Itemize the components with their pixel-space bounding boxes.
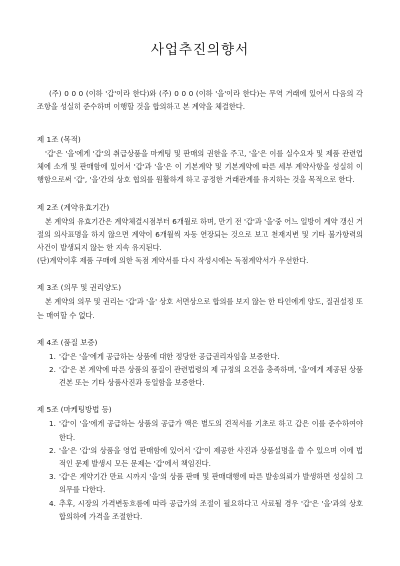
article-3-paragraph: 본 계약의 의무 및 권리는 '갑'과 '을' 상호 서면상으로 합의를 보지 않는 한 타인에게 양도, 질권설정 또는 매여할 수 없다. <box>37 297 363 320</box>
list-item: 4. 추후, 시장의 가격변동흐름에 따라 공급가의 조절이 필요하다고 사료될 경우 '갑'은 '을'과의 상호합의하에 가격을 조절한다. <box>49 498 363 521</box>
article-1-paragraph: '갑'은 '을'에게 '갑'의 취급상품을 마케팅 및 판매의 권한을 주고, '을'은 이를 실수요자 및 제품 관련업체에 소개 및 판매함에 있어서 '갑'과 '을'은 이 기본계약 및 기본계약에 따른 세부 계약사항을 성실히 이행함으로써 '갑', '을'간의 상호 협의를 원활하게 하고 공정한 거래관계를 유지하는 것을 목적으로 한다. <box>37 149 363 185</box>
list-item-number: 1. <box>49 419 56 429</box>
article-5-heading: 제 5조 (마케팅방법 등) <box>37 405 112 415</box>
article-1-body <box>37 147 363 187</box>
article-5-list <box>37 417 363 523</box>
article-4-list <box>37 350 363 390</box>
article-1-heading: 제 1조 (목적) <box>37 135 81 144</box>
article-2-body <box>37 215 363 268</box>
article-3-heading: 제 3조 (의무 및 권리양도) <box>37 283 122 293</box>
list-item-number: 2. <box>49 365 56 375</box>
article-2-heading: 제 2조 (계약유효기간) <box>37 202 110 212</box>
document-title: 사업추진의향서 <box>150 42 250 58</box>
list-item-number: 2. <box>49 445 56 455</box>
list-item: 3. '갑'은 계약기간 만료 시까지 '을'의 상품 판매 및 판매대행에 따른 발송의뢰가 발생하면 성실히 그 의무를 다한다. <box>49 472 363 495</box>
list-item-number: 3. <box>49 472 56 482</box>
list-item-number: 1. <box>49 351 56 361</box>
list-item-number: 4. <box>49 498 56 508</box>
list-item: 1. '갑'은 '을'에게 공급하는 상품에 대한 정당한 공급권리자임을 보증한다. <box>49 350 363 363</box>
list-item: 2. '갑'은 본 계약에 따른 상품의 품질이 관련법령의 제 규정의 요건을 충족하며, '을'에게 제공된 상품견본 또는 기타 상품사진과 동일함을 보증한다. <box>49 365 363 388</box>
article-4-heading: 제 4조 (품질 보증) <box>37 337 98 347</box>
intro-paragraph: (주) 0 0 0 (이하 '갑'이라 한다)와 (주) 0 0 0 (이하 '을'이라 한다)는 무역 거래에 있어서 다음의 각 조항을 성실히 준수하며 이행할 것을 합의하고 본 계약을 체결한다. <box>37 89 363 111</box>
list-item: 1. '갑'이 '을'에게 공급하는 상품의 공급가 액은 별도의 견적서를 기초로 하고 갑은 이를 준수하여야한다. <box>49 419 363 442</box>
article-3-body <box>37 295 363 321</box>
article-2-paragraph-1: 본 계약의 유효기간은 계약체결시점부터 6개월로 하며, 만기 전 '갑'과 '을'중 어느 일방이 계약 갱신 거절의 의사표명을 하지 않으면 계약이 6개월씩 자동 연장되는 것으로 보고 천재지변 및 기타 불가항력의 사건이 발생되지 않는 한 지속 유지된다. <box>37 216 363 253</box>
list-item: 2. '을'은 '갑'의 상품을 영업 판매함에 있어서 '갑'이 제공한 사진과 상품설명을 쓸 수 있으며 이에 법적인 문제 발생시 모든 문제는 '갑'에서 책임진다. <box>49 445 363 469</box>
article-2-paragraph-2: (단)계약이후 제품 구매에 의한 독점 계약서를 다시 작성시에는 독점계약서가 우선한다. <box>37 256 309 266</box>
